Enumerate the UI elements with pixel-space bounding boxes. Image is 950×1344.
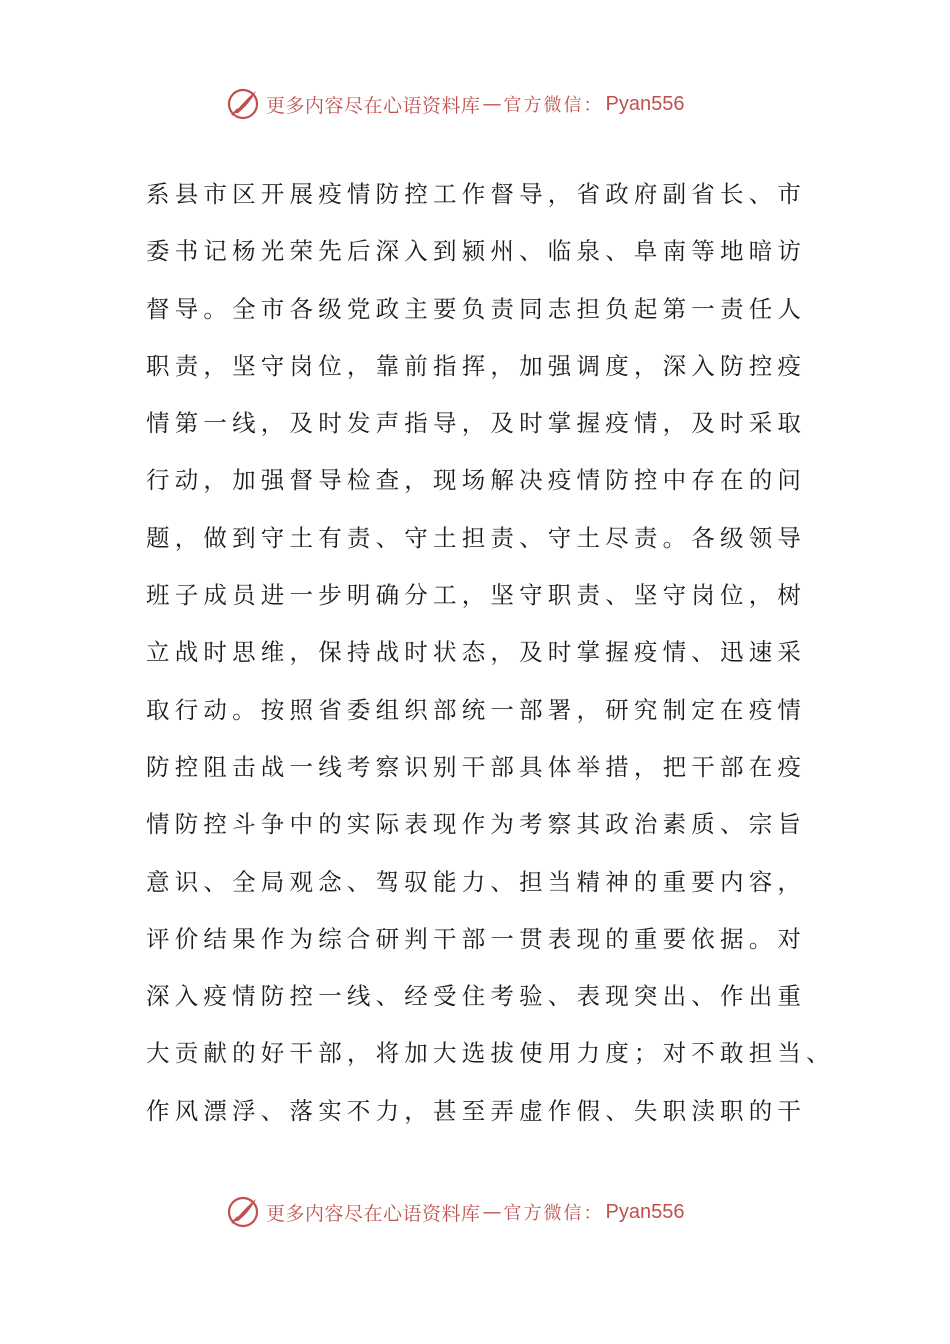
watermark-wechat-label: 官方微信：: [503, 95, 604, 116]
text-line: 班子成员进一步明确分工，坚守职责、坚守岗位，树: [146, 581, 807, 610]
quill-logo-icon: [226, 1195, 260, 1229]
text-line: 取行动。按照省委组织部统一部署，研究制定在疫情: [146, 695, 807, 724]
text-line: 督导。全市各级党政主要负责同志担负起第一责任人: [146, 294, 807, 323]
text-line: 职责，坚守岗位，靠前指挥，加强调度，深入防控疫: [146, 351, 807, 380]
text-line: 立战时思维，保持战时状态，及时掌握疫情、迅速采: [146, 638, 807, 667]
text-line: 情防控斗争中的实际表现作为考察其政治素质、宗旨: [146, 810, 807, 839]
watermark-wechat-id: Pyan556: [605, 1200, 685, 1223]
watermark-dash: —: [482, 1201, 502, 1223]
watermark-wechat-id: Pyan556: [605, 92, 685, 115]
footer-watermark: [226, 1192, 684, 1232]
text-line: 行动，加强督导检查，现场解决疫情防控中存在的问: [146, 466, 807, 495]
text-line: 深入疫情防控一线、经受住考验、表现突出、作出重: [146, 982, 807, 1011]
text-line: 题，做到守土有责、守土担责、守土尽责。各级领导: [146, 523, 807, 552]
header-watermark: [226, 84, 684, 124]
watermark-text: 更多内容尽在心语资料库: [266, 1202, 481, 1225]
watermark-dash: —: [482, 93, 502, 115]
text-line: 意识、全局观念、驾驭能力、担当精神的重要内容，: [146, 867, 807, 896]
document-body: [146, 166, 846, 1140]
text-line: 委书记杨光荣先后深入到颍州、临泉、阜南等地暗访: [146, 237, 807, 266]
text-line: 防控阻击战一线考察识别干部具体举措，把干部在疫: [146, 752, 807, 781]
text-line: 系县市区开展疫情防控工作督导，省政府副省长、市: [146, 180, 807, 208]
watermark-text: 更多内容尽在心语资料库: [266, 94, 481, 117]
quill-logo-icon: [226, 87, 260, 121]
text-line: 情第一线，及时发声指导，及时掌握疫情，及时采取: [146, 409, 807, 438]
watermark-wechat-label: 官方微信：: [503, 1203, 604, 1224]
text-line: 大贡献的好干部，将加大选拔使用力度；对不敢担当、: [146, 1039, 835, 1068]
text-line: 评价结果作为综合研判干部一贯表现的重要依据。对: [146, 924, 807, 953]
text-line: 作风漂浮、落实不力，甚至弄虚作假、失职渎职的干: [146, 1096, 807, 1125]
